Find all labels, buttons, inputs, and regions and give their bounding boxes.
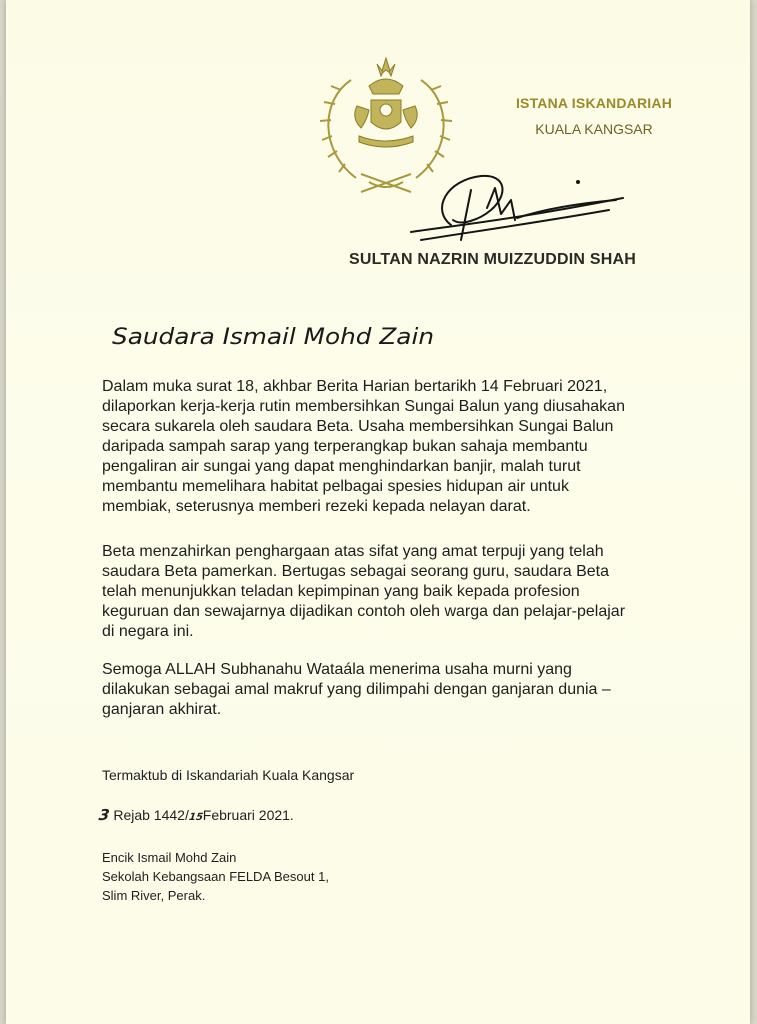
text-line: ganjaran akhirat. — [102, 701, 222, 718]
hijri-date-text: Rejab 1442/ — [109, 807, 189, 823]
text-line: saudara Beta pamerkan. Bertugas sebagai seorang guru, saudara Beta — [102, 563, 609, 580]
recipient-address — [102, 848, 329, 905]
text-line: Beta menzahirkan penghargaan atas sifat yang amat terpuji yang telah — [102, 543, 604, 560]
text-line: telah menunjukkan teladan kepimpinan yang baik kepada profesion — [102, 583, 580, 600]
text-line: di negara ini. — [102, 623, 194, 640]
recipient-school: Sekolah Kebangsaan FELDA Besout 1, — [102, 869, 329, 884]
closing-date — [99, 806, 294, 824]
signature-image — [391, 170, 626, 250]
text-line: dilakukan sebagai amal makruf yang dilimpahi dengan ganjaran dunia – — [102, 681, 611, 698]
text-line: pengaliran air sungai yang dapat menghindarkan banjir, malah turut — [102, 458, 581, 475]
text-line: Dalam muka surat 18, akhbar Berita Harian bertarikh 14 Februari 2021, — [102, 378, 608, 395]
palace-name: ISTANA ISKANDARIAH — [515, 95, 673, 111]
palace-location: KUALA KANGSAR — [535, 121, 653, 137]
letter-page — [6, 0, 750, 1024]
text-line: membiak, seterusnya memberi rezeki kepada nelayan darat. — [102, 498, 531, 515]
hijri-day-handwritten: 3 — [97, 806, 111, 824]
gregorian-day-handwritten: 15 — [188, 812, 204, 823]
body-paragraph-1 — [102, 377, 672, 517]
sender-name: SULTAN NAZRIN MUIZZUDDIN SHAH — [349, 251, 636, 268]
body-paragraph-3 — [102, 660, 672, 720]
recipient-name: Encik Ismail Mohd Zain — [102, 850, 237, 865]
salutation-handwriting — [112, 318, 442, 354]
text-line: daripada sampah sarap yang terperangkap bukan sahaja membantu — [102, 438, 588, 455]
text-line: secara sukarela oleh saudara Beta. Usaha membersihkan Sungai Balun — [102, 418, 614, 435]
gregorian-date-text: Februari 2021. — [202, 807, 294, 823]
recipient-location: Slim River, Perak. — [102, 888, 206, 903]
closing-place: Termaktub di Iskandariah Kuala Kangsar — [102, 767, 355, 783]
svg-text:Saudara Ismail Mohd Zain: Saudara Ismail Mohd Zain — [112, 325, 434, 350]
text-line: keguruan dan sewajarnya dijadikan contoh oleh warga dan pelajar-pelajar — [102, 603, 626, 620]
text-line: Semoga ALLAH Subhanahu Wataála menerima usaha murni yang — [102, 661, 572, 678]
body-paragraph-2 — [102, 542, 672, 642]
text-line: dilaporkan kerja-kerja rutin membersihkan Sungai Balun yang diusahakan — [102, 398, 625, 415]
text-line: membantu memelihara habitat pelbagai spesies hidupan air untuk — [102, 478, 569, 495]
